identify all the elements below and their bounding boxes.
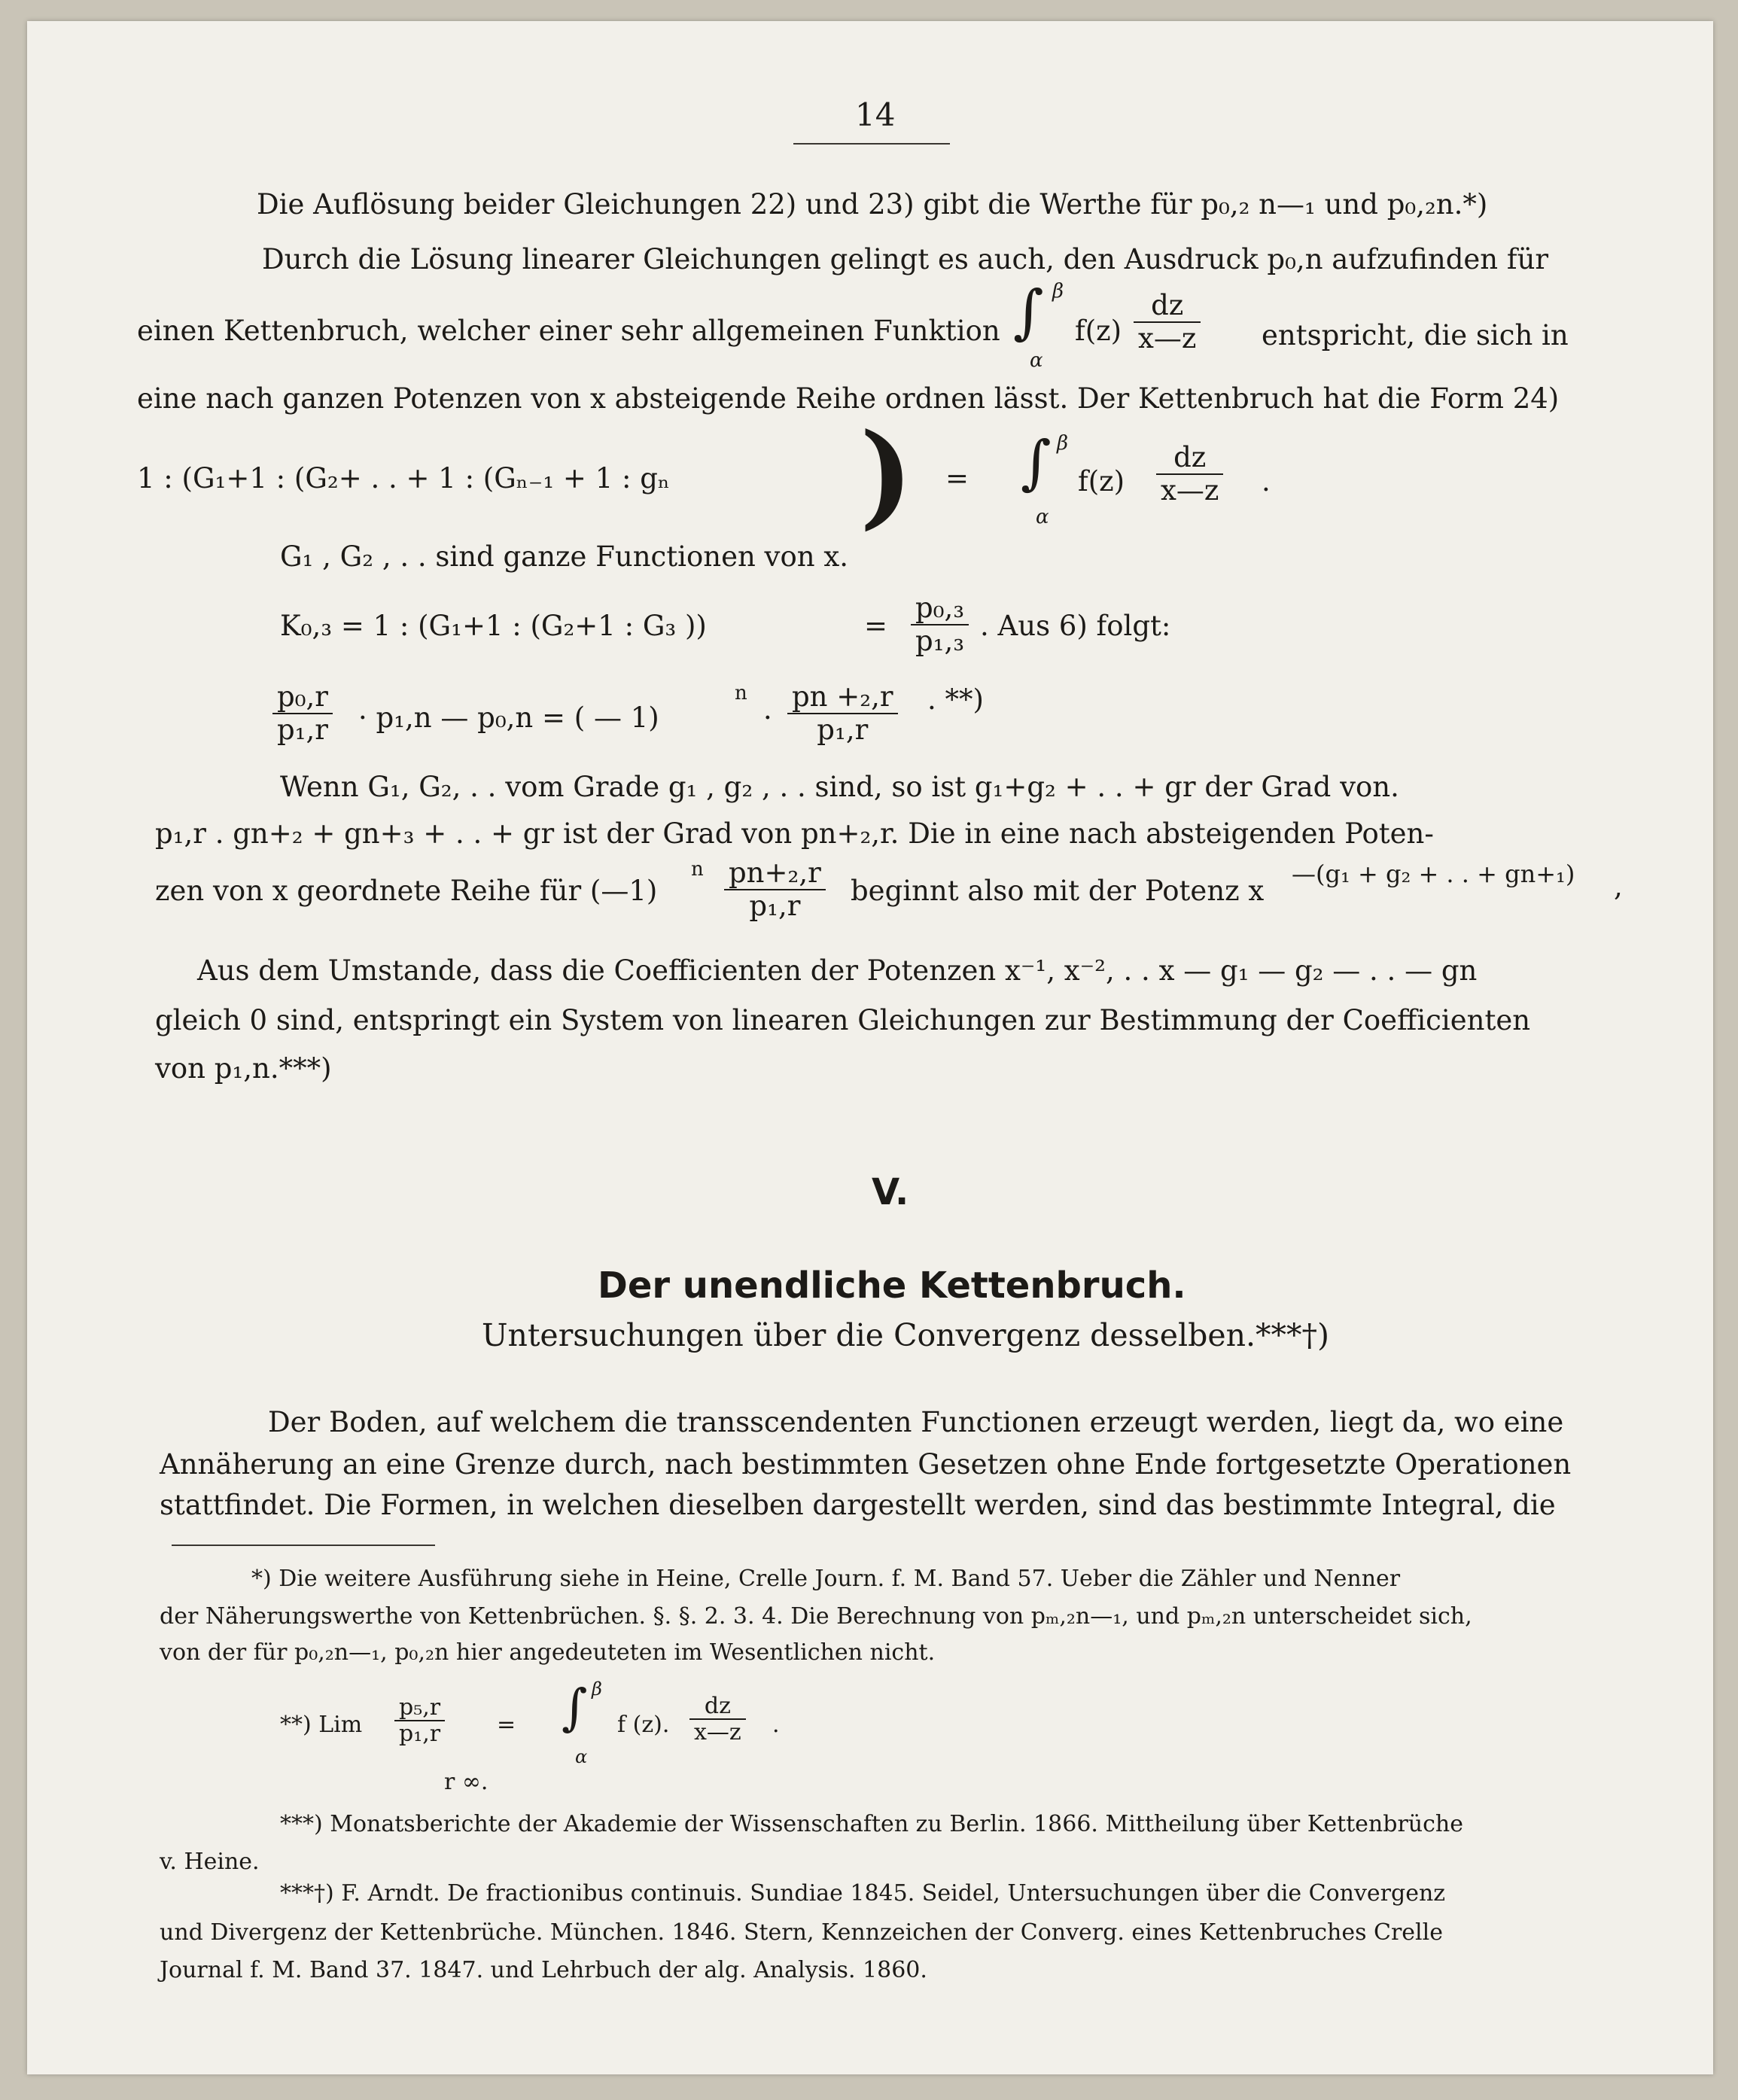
fraction-numerator: dz [689, 1694, 746, 1720]
body-line: Der Boden, auf welchem die transscendenten Functionen erzeugt werden, liegt da, wo eine [268, 1406, 1564, 1438]
body-line: eine nach ganzen Potenzen von x absteigende Reihe ordnen lässt. Der Kettenbruch hat die Form 24) [137, 382, 1560, 415]
footnote-fraction [394, 1695, 445, 1748]
body-line: Wenn G₁, G₂, . . vom Grade g₁ , g₂ , . . sind, so ist g₁+g₂ + . . + gr der Grad von. [280, 771, 1399, 803]
fraction-denominator: p₁,₃ [915, 624, 965, 657]
closing-brace: ) [860, 409, 913, 541]
section-numeral: V. [872, 1171, 909, 1213]
footnote-label: **) Lim [280, 1712, 363, 1738]
integral-sign: ∫ [1021, 429, 1052, 497]
equals-sign: = [864, 610, 888, 642]
footnote-line: ***†) F. Arndt. De fractionibus continuis. Sundiae 1845. Seidel, Untersuchungen über die Convergenz [280, 1880, 1446, 1907]
lower-limit: α [1036, 506, 1049, 528]
body-line: Durch die Lösung linearer Gleichungen gelingt es auch, den Ausdruck p₀,n aufzufinden für [262, 243, 1549, 275]
body-line: p₁,r . gn+₂ + gn+₃ + . . + gr ist der Grad von pn+₂,r. Die in eine nach absteigenden Poten- [155, 817, 1434, 850]
fraction-numerator: pn+₂,r [724, 858, 826, 890]
lower-limit: α [1030, 349, 1043, 372]
footnote-line: Journal f. M. Band 37. 1847. und Lehrbuch der alg. Analysis. 1860. [160, 1957, 927, 1983]
body-line: zen von x geordnete Reihe für (—1) [155, 875, 658, 907]
exponent: n [691, 858, 704, 881]
upper-limit: β [1052, 280, 1064, 303]
fraction-numerator: dz [1134, 291, 1201, 323]
integral-fraction [1156, 443, 1223, 507]
equals-sign: = [945, 462, 969, 495]
fraction-denominator: x—z [694, 1719, 741, 1745]
multiply-dot: · [763, 702, 772, 734]
section-subtitle: Untersuchungen über die Convergenz desselben.***†) [482, 1317, 1330, 1353]
fraction-numerator: p₅,r [394, 1695, 445, 1721]
body-line: einen Kettenbruch, welcher einer sehr allgemeinen Funktion [137, 315, 1000, 347]
upper-limit: β [1057, 432, 1069, 455]
footnote-line: ***) Monatsberichte der Akademie der Wissenschaften zu Berlin. 1866. Mittheilung über Kettenbrüche [280, 1811, 1463, 1837]
fraction-numerator: p₀,₃ [911, 593, 969, 625]
body-line: . Aus 6) folgt: [980, 610, 1171, 642]
body-line: entspricht, die sich in [1262, 319, 1569, 352]
integrand: f(z) [1075, 315, 1122, 347]
section-title: Der unendliche Kettenbruch. [598, 1265, 1186, 1307]
k-equation: K₀,₃ = 1 : (G₁+1 : (G₂+1 : G₃ )) [280, 610, 707, 642]
footnote-ref: . **) [927, 683, 984, 716]
integral-sign: ∫ [562, 1678, 588, 1736]
page-number-rule [793, 143, 950, 145]
period: . [772, 1712, 780, 1738]
upper-limit: β [592, 1678, 602, 1700]
page-number: 14 [855, 96, 896, 133]
footnote-line: von der für p₀,₂n—₁, p₀,₂n hier angedeuteten im Wesentlichen nicht. [160, 1639, 936, 1666]
body-line: Aus dem Umstande, dass die Coefficienten der Potenzen x⁻¹, x⁻², . . x — g₁ — g₂ — . . — gn [197, 954, 1478, 987]
body-line: Annäherung an eine Grenze durch, nach bestimmten Gesetzen ohne Ende fortgesetzte Operationen [160, 1448, 1572, 1481]
limit-subscript: r ∞. [444, 1769, 489, 1795]
body-line: Die Auflösung beider Gleichungen 22) und 23) gibt die Werthe für p₀,₂ n—₁ und p₀,₂n.*) [257, 188, 1488, 221]
k-fraction [911, 593, 969, 657]
rel-fraction [272, 682, 333, 746]
fraction-numerator: pn +₂,r [787, 682, 898, 714]
page [27, 21, 1713, 2074]
lower-limit: α [575, 1746, 588, 1767]
fraction-denominator: x—z [1138, 321, 1197, 355]
body-line: von p₁,n.***) [155, 1052, 332, 1085]
integral-eq24 [1021, 429, 1069, 531]
exponent: n [735, 682, 747, 705]
footnote-line: und Divergenz der Kettenbrüche. München. 1846. Stern, Kennzeichen der Converg. eines Kettenbruches Crelle [160, 1919, 1443, 1946]
footnote-line: v. Heine. [160, 1849, 260, 1875]
body-line: gleich 0 sind, entspringt ein System von linearen Gleichungen zur Bestimmung der Coefficienten [155, 1004, 1531, 1036]
equals-sign: = [497, 1712, 516, 1738]
relation: · p₁,n — p₀,n = ( — 1) [358, 702, 659, 734]
integrand: f (z). [617, 1712, 670, 1738]
fraction-numerator: p₀,r [272, 682, 333, 714]
fraction-denominator: p₁,r [817, 713, 869, 746]
integral-inline [1013, 278, 1064, 373]
integrand: f(z) [1078, 465, 1125, 498]
fraction-denominator: p₁,r [749, 889, 801, 922]
fraction-denominator: x—z [1161, 473, 1219, 507]
body-line: stattfindet. Die Formen, in welchen dieselben dargestellt werden, sind das bestimmte Integral, die [160, 1489, 1556, 1521]
footnote-line: der Näherungswerthe von Kettenbrüchen. §. §. 2. 3. 4. Die Berechnung von pₘ,₂n—₁, und pₘ,₂n unterscheidet sich, [160, 1603, 1472, 1630]
period: . [1262, 465, 1271, 498]
fraction-denominator: p₁,r [277, 713, 328, 746]
equation-24-left: 1 : (G₁+1 : (G₂+ . . + 1 : (Gₙ₋₁ + 1 : gₙ [137, 462, 670, 495]
footnote-separator [172, 1545, 435, 1546]
footnote-line: *) Die weitere Ausführung siehe in Heine, Crelle Journ. f. M. Band 57. Ueber die Zähler und Nenner [251, 1566, 1401, 1592]
integral-sign: ∫ [1013, 278, 1044, 346]
footnote-integral-fraction [689, 1694, 746, 1746]
zen-fraction [724, 858, 826, 922]
fraction-numerator: dz [1156, 443, 1223, 475]
exponent: —(g₁ + g₂ + . . + gn+₁) [1292, 860, 1575, 888]
comma: , [1614, 870, 1623, 902]
integral-fraction [1134, 291, 1201, 355]
body-line: beginnt also mit der Potenz x [851, 875, 1265, 907]
rel-fraction-2 [787, 682, 898, 746]
footnote-integral [562, 1678, 602, 1767]
fraction-denominator: p₁,r [399, 1721, 441, 1747]
body-line: G₁ , G₂ , . . sind ganze Functionen von x. [280, 540, 848, 573]
